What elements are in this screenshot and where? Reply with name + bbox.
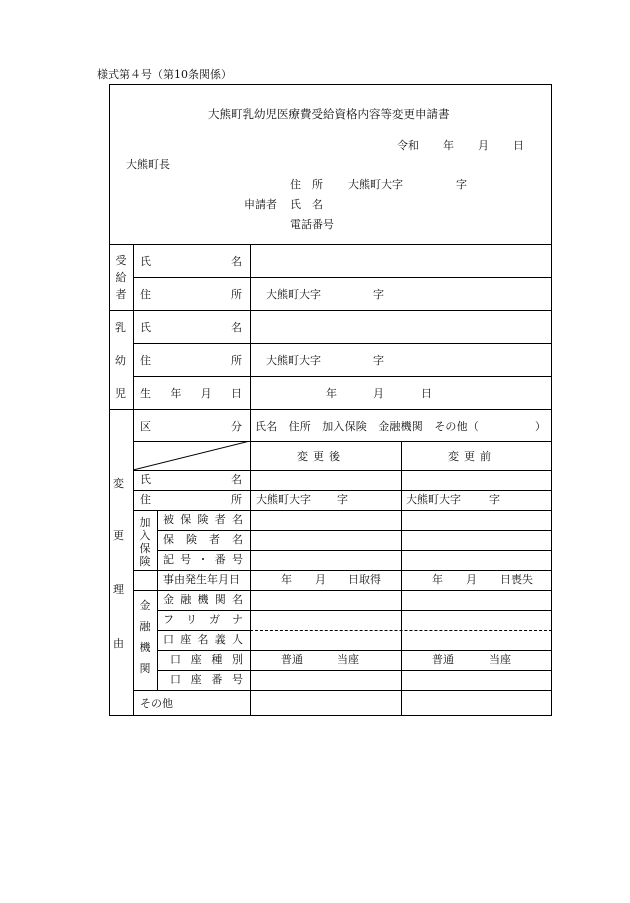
addressee: 大熊町長 bbox=[126, 158, 170, 171]
applicant-address-aza: 字 bbox=[456, 178, 467, 191]
after-address-value: 大熊町大字 bbox=[256, 493, 311, 506]
recipient-address-value: 大熊町大字 bbox=[266, 288, 321, 301]
after-event-day: 日取得 bbox=[348, 573, 381, 586]
applicant-name-label: 氏 名 bbox=[290, 198, 323, 211]
change-address-label: 住 所 bbox=[140, 493, 242, 506]
account-type-label: 口 座 種 別 bbox=[170, 653, 243, 666]
change-name-label: 氏 名 bbox=[140, 473, 242, 486]
recipient-group-label: 受 給 者 bbox=[115, 254, 127, 301]
date-year: 年 bbox=[443, 139, 454, 152]
before-event-year: 年 bbox=[432, 573, 443, 586]
applicant-phone-label: 電話番号 bbox=[290, 218, 334, 231]
insurance-group-label: 加 入 保 険 bbox=[139, 516, 151, 568]
event-date-label: 事由発生年月日 bbox=[163, 573, 240, 586]
infant-group-label-3: 児 bbox=[115, 387, 126, 400]
date-month: 月 bbox=[478, 139, 489, 152]
bank-name-label: 金 融 機 関 名 bbox=[163, 593, 243, 606]
before-event-day: 日喪失 bbox=[500, 573, 533, 586]
after-account-normal: 普通 bbox=[281, 653, 303, 666]
insured-name-label: 被 保 険 者 名 bbox=[163, 513, 243, 526]
applicant-label: 申請者 bbox=[244, 198, 277, 211]
infant-group-label-1: 乳 bbox=[115, 321, 126, 334]
form-number-label: 様式第４号（第10条関係） bbox=[97, 68, 232, 81]
after-event-year: 年 bbox=[281, 573, 292, 586]
form-title: 大熊町乳幼児医療費受給資格内容等変更申請書 bbox=[208, 107, 450, 121]
birth-day: 日 bbox=[421, 387, 432, 400]
before-header: 変更前 bbox=[448, 450, 496, 463]
insurer-name-label: 保 険 者 名 bbox=[163, 533, 243, 546]
recipient-address-label: 住 所 bbox=[140, 288, 242, 301]
birth-month: 月 bbox=[373, 387, 384, 400]
date-era: 令和 bbox=[397, 139, 419, 152]
before-address-aza: 字 bbox=[489, 493, 500, 506]
change-group-label-3: 理 bbox=[113, 583, 124, 596]
change-group-label-4: 由 bbox=[113, 637, 124, 650]
furigana-label: フ リ ガ ナ bbox=[163, 613, 243, 626]
infant-birth-label: 生 年 月 日 bbox=[140, 387, 242, 400]
date-day: 日 bbox=[513, 139, 524, 152]
other-label: その他 bbox=[140, 697, 173, 710]
infant-group-label-2: 幼 bbox=[115, 354, 126, 367]
bank-group-label: 金 融 機 関 bbox=[139, 599, 151, 675]
applicant-address-label: 住 所 bbox=[290, 178, 323, 191]
infant-address-label: 住 所 bbox=[140, 354, 242, 367]
birth-year: 年 bbox=[326, 387, 337, 400]
symbol-number-label: 記 号 ・ 番 号 bbox=[163, 553, 243, 566]
after-event-month: 月 bbox=[315, 573, 326, 586]
infant-address-value: 大熊町大字 bbox=[266, 354, 321, 367]
category-label: 区 分 bbox=[140, 420, 242, 433]
infant-address-aza: 字 bbox=[373, 354, 384, 367]
category-options: 氏名 住所 加入保険 金融機関 その他（ ） bbox=[255, 420, 547, 433]
applicant-address-value: 大熊町大字 bbox=[348, 178, 403, 191]
after-header: 変更後 bbox=[297, 450, 345, 463]
before-account-normal: 普通 bbox=[432, 653, 454, 666]
change-group-label-1: 変 bbox=[113, 477, 124, 490]
account-number-label: 口 座 番 号 bbox=[170, 673, 243, 686]
recipient-address-aza: 字 bbox=[373, 288, 384, 301]
recipient-name-label: 氏 名 bbox=[140, 255, 242, 268]
diagonal-divider bbox=[133, 441, 250, 470]
before-account-current: 当座 bbox=[489, 653, 511, 666]
before-address-value: 大熊町大字 bbox=[406, 493, 461, 506]
before-event-month: 月 bbox=[466, 573, 477, 586]
after-address-aza: 字 bbox=[337, 493, 348, 506]
after-account-current: 当座 bbox=[337, 653, 359, 666]
infant-name-label: 氏 名 bbox=[140, 321, 242, 334]
change-group-label-2: 更 bbox=[113, 529, 124, 542]
account-holder-label: 口 座 名 義 人 bbox=[163, 633, 243, 646]
